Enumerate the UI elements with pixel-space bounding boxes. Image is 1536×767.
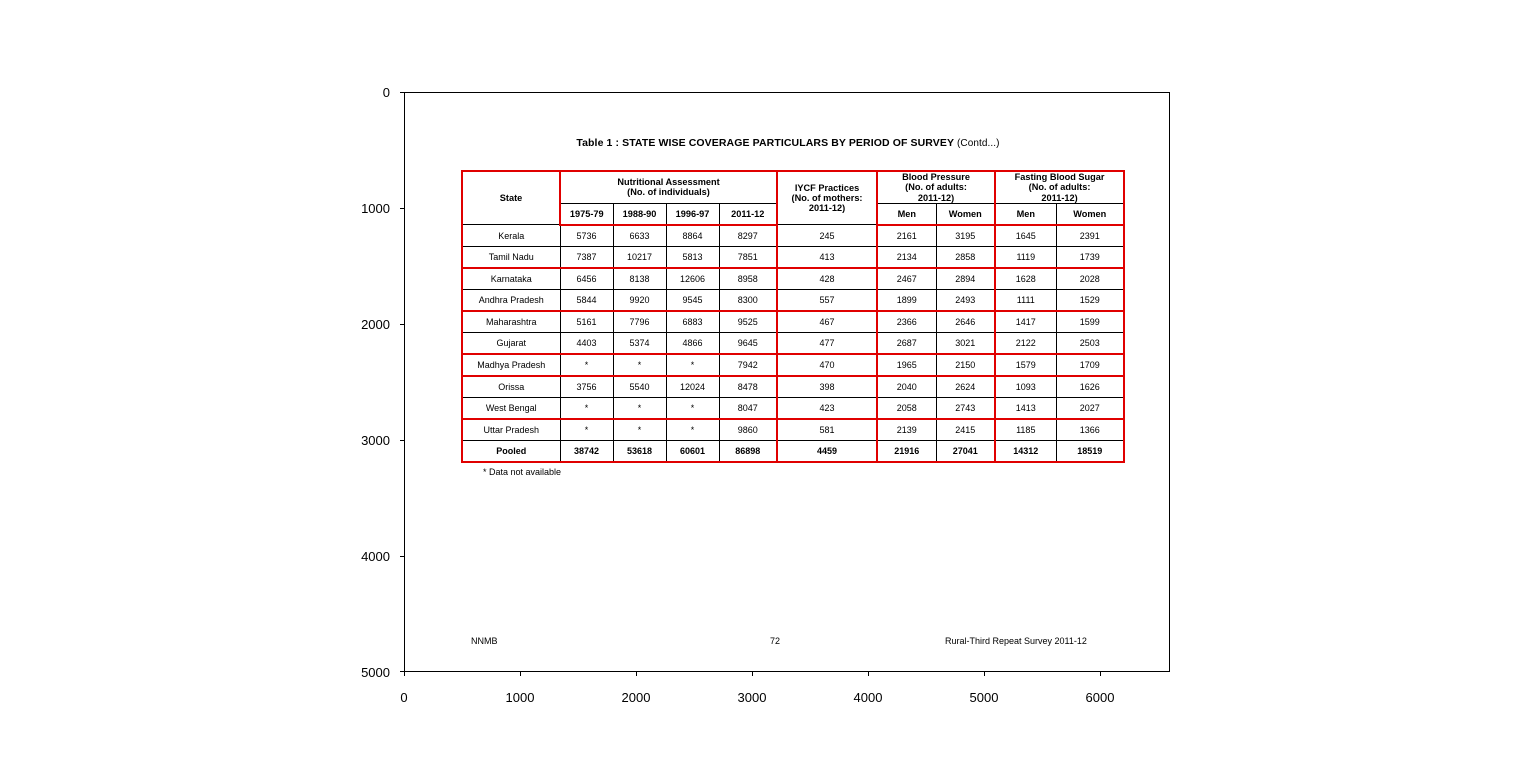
header-bp-line1: Blood Pressure: [902, 172, 970, 182]
cell-1975-79: *: [560, 419, 613, 441]
cell-iycf: 470: [777, 354, 877, 376]
table-header-row-group: [462, 171, 1124, 203]
cell-bp-men: 1965: [877, 354, 936, 376]
x-tick-label: 5000: [969, 690, 999, 705]
cell-1988-90: *: [613, 397, 666, 419]
header-blood-pressure: [877, 171, 995, 203]
cell-1996-97: 4866: [666, 332, 719, 354]
header-period-1988-90: 1988-90: [613, 203, 666, 225]
header-bp-women: Women: [936, 203, 995, 225]
cell-bp-men: 2134: [877, 246, 936, 268]
cell-fbs-women: 1599: [1056, 311, 1124, 333]
table-body: [462, 225, 1124, 462]
cell-fbs-women: 1366: [1056, 419, 1124, 441]
table-row: [462, 268, 1124, 290]
cell-1975-79: 5161: [560, 311, 613, 333]
cell-1975-79: 7387: [560, 246, 613, 268]
cell-1975-79: 38742: [560, 440, 613, 462]
cell-2011-12: 8047: [719, 397, 777, 419]
header-fbs-line1: Fasting Blood Sugar: [1014, 172, 1105, 182]
x-tick-label: 1000: [505, 690, 535, 705]
cell-2011-12: 8958: [719, 268, 777, 290]
cell-state: Andhra Pradesh: [462, 289, 560, 311]
header-bp-line2: (No. of adults:: [905, 182, 967, 193]
cell-2011-12: 86898: [719, 440, 777, 462]
cell-bp-women: 3021: [936, 332, 995, 354]
cell-1975-79: 4403: [560, 332, 613, 354]
cell-state: Gujarat: [462, 332, 560, 354]
x-tick-mark: [404, 672, 405, 676]
cell-bp-women: 2743: [936, 397, 995, 419]
cell-1988-90: 9920: [613, 289, 666, 311]
cell-1996-97: 6883: [666, 311, 719, 333]
cell-bp-men: 1899: [877, 289, 936, 311]
cell-state: Pooled: [462, 440, 560, 462]
table-row: [462, 376, 1124, 398]
cell-fbs-men: 1413: [995, 397, 1056, 419]
cell-iycf: 245: [777, 225, 877, 247]
y-tick-label: 3000: [361, 433, 390, 448]
x-tick-label: 3000: [737, 690, 767, 705]
cell-1975-79: *: [560, 354, 613, 376]
cell-2011-12: 9645: [719, 332, 777, 354]
cell-1975-79: 5844: [560, 289, 613, 311]
cell-fbs-women: 2027: [1056, 397, 1124, 419]
cell-1996-97: 5813: [666, 246, 719, 268]
cell-2011-12: 8297: [719, 225, 777, 247]
x-tick-mark: [636, 672, 637, 676]
table-row: [462, 440, 1124, 462]
cell-bp-women: 2624: [936, 376, 995, 398]
x-tick-mark: [984, 672, 985, 676]
table-container: [461, 170, 1123, 463]
cell-1996-97: *: [666, 354, 719, 376]
cell-iycf: 557: [777, 289, 877, 311]
cell-fbs-women: 18519: [1056, 440, 1124, 462]
cell-fbs-men: 1119: [995, 246, 1056, 268]
y-tick-label: 2000: [361, 317, 390, 332]
cell-1996-97: *: [666, 397, 719, 419]
cell-bp-women: 2858: [936, 246, 995, 268]
cell-fbs-women: 1529: [1056, 289, 1124, 311]
table-row: [462, 419, 1124, 441]
cell-2011-12: 7942: [719, 354, 777, 376]
cell-iycf: 428: [777, 268, 877, 290]
y-tick-label: 4000: [361, 549, 390, 564]
cell-state: Kerala: [462, 225, 560, 247]
document-page-image: [404, 92, 1170, 672]
cell-1975-79: 5736: [560, 225, 613, 247]
cell-bp-women: 2493: [936, 289, 995, 311]
table-row: [462, 225, 1124, 247]
table-row: [462, 289, 1124, 311]
cell-1988-90: 5374: [613, 332, 666, 354]
header-iycf-practices: [777, 171, 877, 225]
x-tick-mark: [752, 672, 753, 676]
x-tick-label: 0: [400, 690, 408, 705]
cell-state: Orissa: [462, 376, 560, 398]
cell-1975-79: *: [560, 397, 613, 419]
x-tick-mark: [1100, 672, 1101, 676]
x-tick-label: 4000: [853, 690, 883, 705]
cell-1988-90: 8138: [613, 268, 666, 290]
header-nutritional-line1: Nutritional Assessment: [617, 177, 720, 188]
table-row: [462, 311, 1124, 333]
cell-2011-12: 9525: [719, 311, 777, 333]
cell-2011-12: 8478: [719, 376, 777, 398]
header-iycf-line2: (No. of mothers:: [791, 193, 863, 204]
cell-1988-90: 7796: [613, 311, 666, 333]
x-tick-label: 6000: [1085, 690, 1115, 705]
header-nutritional-line2: (No. of individuals): [627, 187, 710, 198]
header-period-2011-12: 2011-12: [719, 203, 777, 225]
cell-1988-90: 53618: [613, 440, 666, 462]
cell-bp-men: 2040: [877, 376, 936, 398]
cell-bp-women: 27041: [936, 440, 995, 462]
cell-state: Maharashtra: [462, 311, 560, 333]
header-period-1996-97: 1996-97: [666, 203, 719, 225]
cell-state: Madhya Pradesh: [462, 354, 560, 376]
cell-bp-women: 2150: [936, 354, 995, 376]
cell-iycf: 581: [777, 419, 877, 441]
cell-1988-90: 6633: [613, 225, 666, 247]
header-fbs-women: Women: [1056, 203, 1124, 225]
coverage-particulars-table: [461, 170, 1125, 463]
y-tick-label: 1000: [361, 201, 390, 216]
cell-fbs-men: 1645: [995, 225, 1056, 247]
cell-state: Karnataka: [462, 268, 560, 290]
header-fbs-men: Men: [995, 203, 1056, 225]
cell-1996-97: *: [666, 419, 719, 441]
cell-1996-97: 8864: [666, 225, 719, 247]
cell-state: Uttar Pradesh: [462, 419, 560, 441]
cell-bp-men: 2467: [877, 268, 936, 290]
header-fbs-line3: 2011-12): [1041, 192, 1078, 203]
cell-iycf: 423: [777, 397, 877, 419]
header-bp-men: Men: [877, 203, 936, 225]
cell-1988-90: *: [613, 419, 666, 441]
cell-fbs-women: 1709: [1056, 354, 1124, 376]
cell-fbs-men: 1093: [995, 376, 1056, 398]
cell-iycf: 477: [777, 332, 877, 354]
cell-bp-women: 2415: [936, 419, 995, 441]
cell-fbs-women: 2391: [1056, 225, 1124, 247]
cell-bp-men: 2161: [877, 225, 936, 247]
cell-1988-90: 10217: [613, 246, 666, 268]
x-tick-mark: [520, 672, 521, 676]
cell-fbs-men: 1628: [995, 268, 1056, 290]
cell-fbs-men: 1185: [995, 419, 1056, 441]
header-state: State: [462, 171, 560, 225]
header-iycf-line3: 2011-12): [808, 203, 846, 214]
cell-iycf: 413: [777, 246, 877, 268]
cell-bp-men: 2687: [877, 332, 936, 354]
cell-1988-90: *: [613, 354, 666, 376]
table-row: [462, 332, 1124, 354]
header-nutritional-assessment: [560, 171, 777, 203]
header-bp-line3: 2011-12): [917, 192, 955, 203]
cell-bp-men: 21916: [877, 440, 936, 462]
y-tick-label: 5000: [361, 665, 390, 680]
y-tick-label: 0: [382, 85, 390, 100]
cell-fbs-women: 2503: [1056, 332, 1124, 354]
cell-fbs-men: 1111: [995, 289, 1056, 311]
cell-1975-79: 6456: [560, 268, 613, 290]
cell-iycf: 398: [777, 376, 877, 398]
cell-fbs-women: 1739: [1056, 246, 1124, 268]
page-title: [405, 137, 1171, 149]
cell-fbs-men: 1579: [995, 354, 1056, 376]
header-fbs-line2: (No. of adults:: [1028, 182, 1091, 193]
x-tick-label: 2000: [621, 690, 651, 705]
table-row: [462, 354, 1124, 376]
table-footnote: * Data not available: [483, 467, 562, 477]
cell-bp-men: 2139: [877, 419, 936, 441]
cell-2011-12: 9860: [719, 419, 777, 441]
cell-2011-12: 8300: [719, 289, 777, 311]
header-period-1975-79: 1975-79: [560, 203, 613, 225]
cell-bp-women: 3195: [936, 225, 995, 247]
header-iycf-line1: IYCF Practices: [794, 182, 860, 193]
cell-fbs-women: 2028: [1056, 268, 1124, 290]
footer-page-number: 72: [770, 636, 781, 646]
cell-fbs-women: 1626: [1056, 376, 1124, 398]
page-title-contd: (Contd...): [956, 138, 1000, 149]
page-footer: [405, 636, 1171, 650]
cell-bp-men: 2058: [877, 397, 936, 419]
cell-2011-12: 7851: [719, 246, 777, 268]
table-row: [462, 246, 1124, 268]
cell-1996-97: 12024: [666, 376, 719, 398]
cell-state: Tamil Nadu: [462, 246, 560, 268]
cell-1996-97: 9545: [666, 289, 719, 311]
cell-1988-90: 5540: [613, 376, 666, 398]
cell-fbs-men: 2122: [995, 332, 1056, 354]
table-row: [462, 397, 1124, 419]
footer-survey-name: Rural-Third Repeat Survey 2011-12: [945, 636, 1087, 646]
cell-iycf: 4459: [777, 440, 877, 462]
footer-organisation: NNMB: [471, 636, 498, 646]
x-tick-mark: [868, 672, 869, 676]
cell-1975-79: 3756: [560, 376, 613, 398]
cell-1996-97: 60601: [666, 440, 719, 462]
header-fasting-blood-sugar: [995, 171, 1124, 203]
cell-bp-women: 2894: [936, 268, 995, 290]
cell-iycf: 467: [777, 311, 877, 333]
cell-fbs-men: 14312: [995, 440, 1056, 462]
cell-fbs-men: 1417: [995, 311, 1056, 333]
cell-1996-97: 12606: [666, 268, 719, 290]
cell-state: West Bengal: [462, 397, 560, 419]
cell-bp-women: 2646: [936, 311, 995, 333]
cell-bp-men: 2366: [877, 311, 936, 333]
page-title-main: Table 1 : STATE WISE COVERAGE PARTICULARS BY PERIOD OF SURVEY: [576, 137, 954, 149]
